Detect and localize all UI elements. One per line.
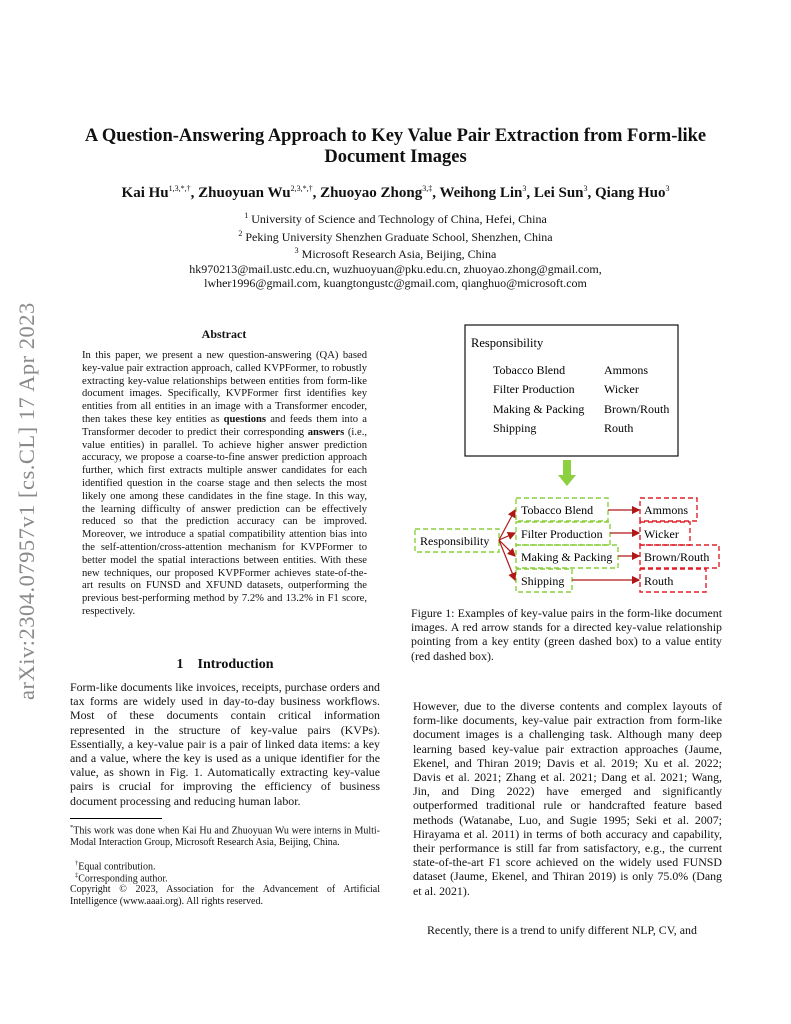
down-arrow-icon (558, 460, 576, 486)
root-key-label: Responsibility (420, 534, 490, 548)
figure-1 (412, 320, 732, 600)
affiliation: $^2$ Peking University Shenzhen Graduate School, Shenzhen, China (238, 228, 553, 244)
affiliations (60, 209, 731, 291)
form-value: Wicker (604, 382, 639, 396)
author-sup: 3 (522, 184, 527, 193)
author-name: Qiang Huo (595, 185, 666, 201)
value-label: Routh (644, 574, 674, 588)
title-line-2: Document Images (324, 147, 467, 167)
author-name: Kai Hu (121, 185, 169, 201)
abstract-body: In this paper, we present a new question-answering (QA) based key-value pair extraction approach, called KVPFormer, to robustly extracting key-value relationships between entities from form-like document images. Specifically, KVPFormer first identifies key entities from all entities in an image with a Transformer encoder, then takes these key entities as questions and feeds them into a Transformer decoder to predict their corresponding answers (i.e., value entities) in parallel. To achieve higher answer prediction accuracy, we propose a coarse-to-fine answer prediction approach further, which first extracts multiple answer candidates for each identified question in the coarse stage and then selects the most likely one among these candidates in the fine stage. In this way, the learning difficulty of answer prediction can be effectively reduced so that the prediction accuracy can be improved. Moreover, we introduce a spatial compatibility attention bias into the self-attention/cross-attention mechanism for KVPFormer to better model the spatial interactions between entities. With these new techniques, our proposed KVPFormer achieves state-of-the-art results on FUNSD and XFUND datasets, outperforming the previous best-performing method by 7.2% and 13.2% in F1 score, respectively. (82, 350, 367, 617)
paper-title (60, 126, 731, 168)
author-name: Zhuoyao Zhong (320, 185, 423, 201)
form-key: Making & Packing (493, 402, 585, 416)
form-value: Brown/Routh (604, 402, 670, 416)
author-name: Weihong Lin (439, 185, 523, 201)
affiliation: $^3$ Microsoft Research Asia, Beijing, China (294, 246, 497, 261)
abstract-bold: questions (223, 413, 267, 425)
form-key: Filter Production (493, 382, 575, 396)
intro-paragraph: Form-like documents like invoices, receipts, purchase orders and tax forms are widely used in day-to-day business workflows. Most of these documents contain critical information represented in the structure of key-value pairs (KVPs). Essentially, a key-value pair is a pair of linked data items: a key and a value, where the key is used as a unique identifier for the value, as shown in Fig. 1. Automatically extracting key-value pairs is crucial for improving the efficiency of business document processing and reducing human labor. (70, 680, 380, 808)
copyright: Copyright © 2023, Association for the Advancement of Artificial Intelligence (www.aaai.org). All rights reserved. (70, 884, 380, 907)
title-line-1: A Question-Answering Approach to Key Value Pair Extraction from Form-like (84, 126, 707, 146)
section-heading: 1 Introduction (176, 657, 274, 672)
footnote: ‡Corresponding author. (75, 872, 168, 885)
author-list: Kai $Hu^{1,3,*,\dagger}$, Zhuoyuan $Wu^{2,3,*,\dagger}$, Zhuoyao Zhong$^{3,\ddagger}$, Weihong Lin$^3$, Lei Sun$^3$, Qiang Huo$^3$ (121, 184, 670, 201)
key-label: Filter Production (521, 527, 603, 541)
form-title: Responsibility (471, 336, 544, 350)
form-key: Shipping (493, 421, 537, 435)
author-sup: 3 (583, 184, 588, 193)
value-label: Brown/Routh (644, 550, 710, 564)
value-label: Wicker (644, 527, 679, 541)
author-name: Zhuoyuan Wu (198, 185, 291, 201)
figure-caption: Figure 1: Examples of key-value pairs in the form-like document images. A red arrow stands for a directed key-value relationship pointing from a key entity (green dashed box) to a value entity (red dashed box). (411, 606, 722, 663)
author-name: Lei Sun (533, 185, 584, 201)
arxiv-side-label: arXiv:2304.07957v1 [cs.CL] 17 Apr 2023 (14, 302, 39, 700)
abstract-heading: Abstract (201, 327, 247, 341)
key-label: Making & Packing (521, 550, 613, 564)
email-line: hk970213@mail.ustc.edu.cn, wuzhuoyuan@pku.edu.cn, zhuoyao.zhong@gmail.com, (189, 261, 602, 276)
key-label: Tobacco Blend (521, 503, 594, 517)
right-paragraph-2: Recently, there is a trend to unify different NLP, CV, and (427, 923, 697, 937)
abstract-bold: answers (307, 426, 345, 438)
value-label: Ammons (644, 503, 689, 517)
author-sup: 3,‡ (422, 184, 433, 193)
author-sup: 2,3,*,† (290, 184, 313, 193)
author-sup: 3 (665, 184, 670, 193)
footnote: †Equal contribution. (75, 860, 156, 873)
footnote: *This work was done when Kai Hu and Zhuoyuan Wu were interns in Multi-Modal Interaction Group, Microsoft Research Asia, Beijing, China. (70, 824, 380, 849)
form-key: Tobacco Blend (493, 363, 566, 377)
author-sup: 1,3,*,† (168, 184, 191, 193)
form-value: Ammons (604, 363, 649, 377)
form-value: Routh (604, 421, 634, 435)
email-line: lwher1996@gmail.com, kuangtongustc@gmail.com, qianghuo@microsoft.com (204, 276, 587, 290)
footnote-rule (70, 818, 162, 819)
right-paragraph: However, due to the diverse contents and complex layouts of form-like documents, key-value pair extraction from form-like document images is a challenging task. Although many deep learning based key-value pair extraction approaches (Jaume, Ekenel, and Thiran 2019; Davis et al. 2019; Xu et al. 2022; Davis et al. 2021; Zhang et al. 2021; Dang et al. 2021; Wang, Jin, and Ding 2022) have emerged and significantly outperformed traditional rule or handcrafted feature based methods (Watanabe, Luo, and Sugie 1995; Seki et al. 2007; Hirayama et al. 2011) in terms of both accuracy and capability, their performance is still far from satisfactory, e.g., the current state-of-the-art F1 score achieved on the widely used FUNSD dataset (Jaume, Ekenel, and Thiran 2019) is only 75.0% (Dang et al. 2021). (413, 699, 722, 898)
key-label: Shipping (521, 574, 565, 588)
affiliation: $^1$ University of Science and Technology of China, Hefei, China (244, 211, 547, 226)
